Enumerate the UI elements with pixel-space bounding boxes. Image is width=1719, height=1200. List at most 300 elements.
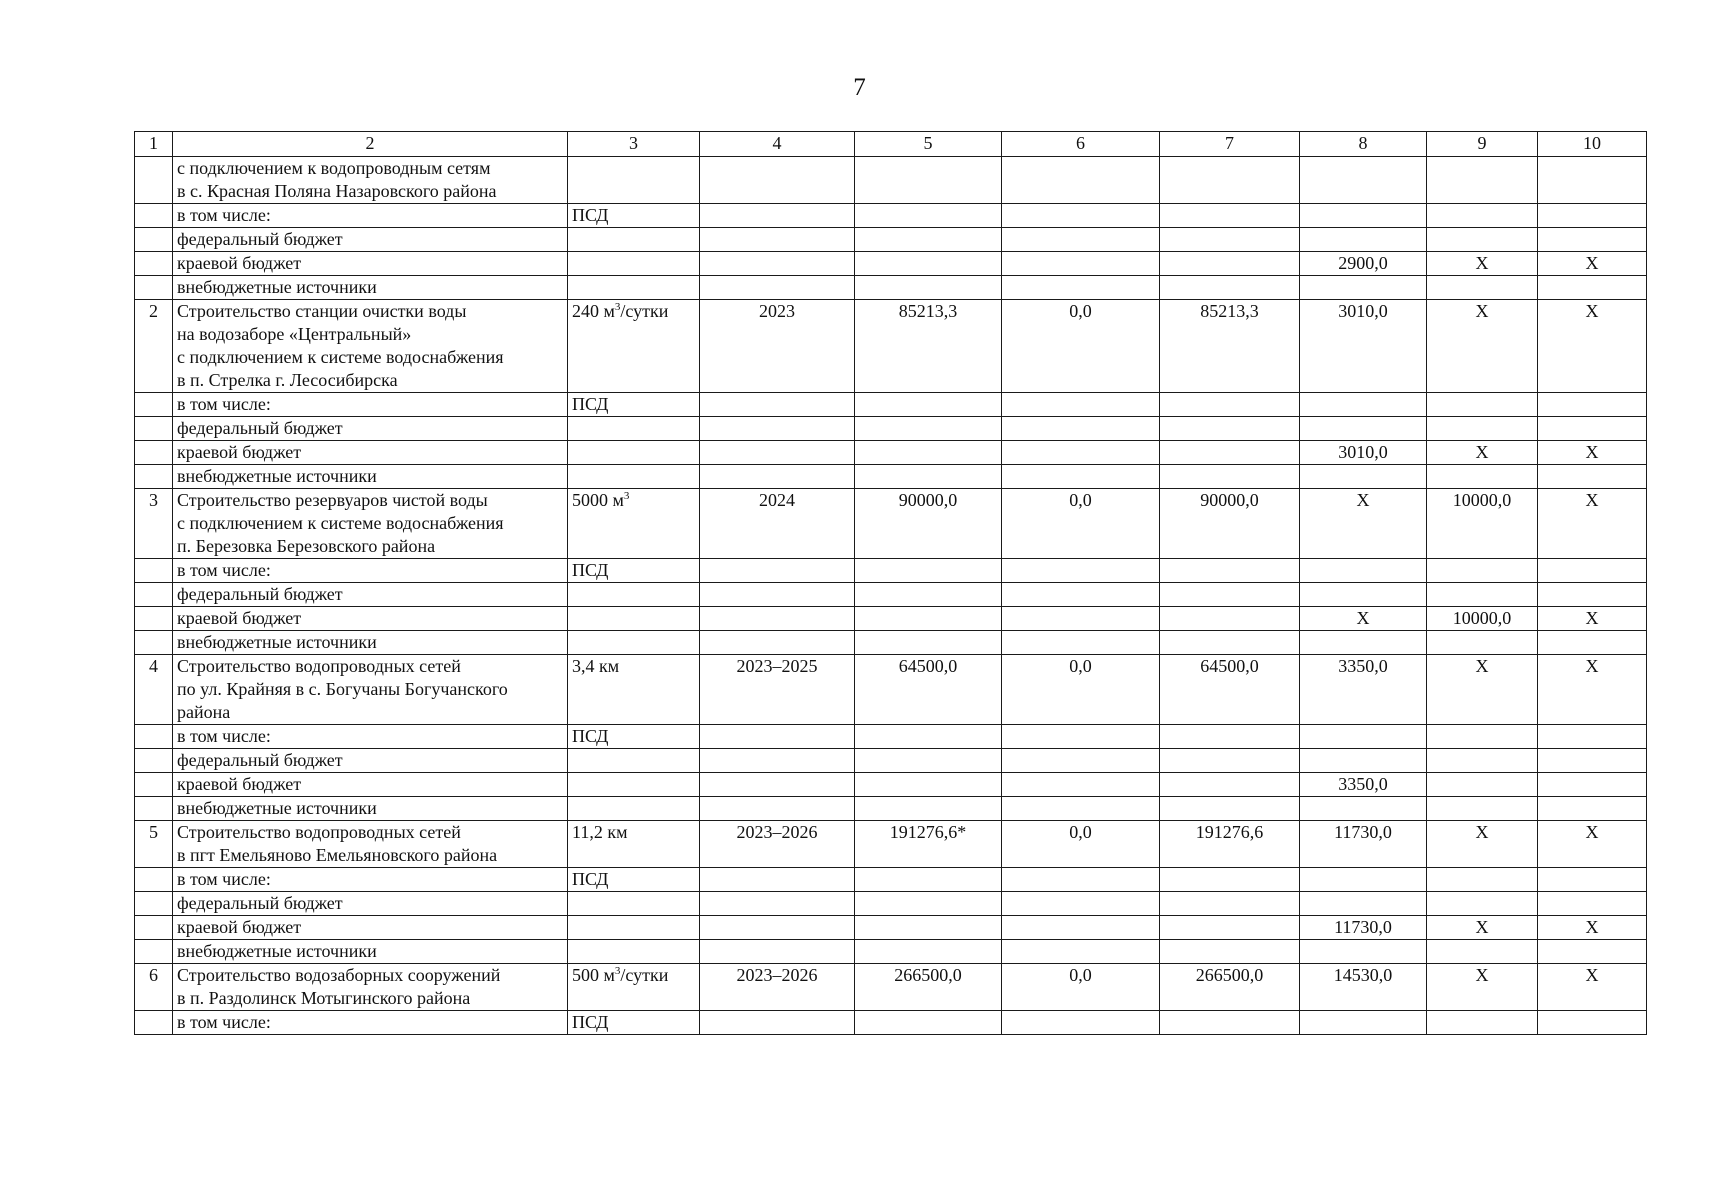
col-8-value [1300, 797, 1427, 821]
row-number [135, 276, 173, 300]
col-8-value [1300, 868, 1427, 892]
total-cost [855, 940, 1002, 964]
col-9-value [1427, 393, 1538, 417]
col-6-value [1002, 157, 1160, 204]
period [700, 417, 855, 441]
table-row [135, 797, 1647, 821]
row-number [135, 940, 173, 964]
capacity-suffix: /сутки [620, 965, 669, 985]
row-number [135, 228, 173, 252]
col-10-value [1538, 797, 1647, 821]
col-6-value: 0,0 [1002, 655, 1160, 725]
item-name: в том числе: [173, 559, 568, 583]
table-row [135, 655, 1647, 725]
table-row [135, 465, 1647, 489]
row-number [135, 607, 173, 631]
total-cost [855, 276, 1002, 300]
col-10-value [1538, 583, 1647, 607]
table-row [135, 749, 1647, 773]
col-10-value [1538, 1011, 1647, 1035]
total-cost [855, 1011, 1002, 1035]
capacity [568, 300, 700, 393]
col-8-value [1300, 583, 1427, 607]
item-name: федеральный бюджет [173, 583, 568, 607]
capacity [568, 204, 700, 228]
col-9-value [1427, 749, 1538, 773]
column-header: 9 [1427, 132, 1538, 157]
item-name: внебюджетные источники [173, 797, 568, 821]
capacity-value: 3,4 км [572, 656, 620, 676]
total-cost: 64500,0 [855, 655, 1002, 725]
col-7-value [1160, 393, 1300, 417]
capacity [568, 631, 700, 655]
period [700, 465, 855, 489]
col-7-value [1160, 228, 1300, 252]
capacity [568, 157, 700, 204]
row-number [135, 892, 173, 916]
col-6-value [1002, 749, 1160, 773]
capacity-superscript: 3 [623, 490, 630, 502]
period: 2023–2026 [700, 821, 855, 868]
table-row [135, 607, 1647, 631]
col-9-value [1427, 940, 1538, 964]
row-number: 5 [135, 821, 173, 868]
col-9-value [1427, 725, 1538, 749]
col-6-value [1002, 797, 1160, 821]
col-8-value: 2900,0 [1300, 252, 1427, 276]
item-name: внебюджетные источники [173, 940, 568, 964]
col-7-value: 85213,3 [1160, 300, 1300, 393]
col-7-value [1160, 892, 1300, 916]
total-cost [855, 797, 1002, 821]
col-10-value [1538, 465, 1647, 489]
table-row [135, 725, 1647, 749]
period [700, 940, 855, 964]
col-6-value [1002, 940, 1160, 964]
capacity [568, 252, 700, 276]
period [700, 631, 855, 655]
item-name: федеральный бюджет [173, 749, 568, 773]
item-name: в том числе: [173, 725, 568, 749]
row-number [135, 1011, 173, 1035]
col-6-value [1002, 916, 1160, 940]
col-8-value: 11730,0 [1300, 821, 1427, 868]
col-9-value: 10000,0 [1427, 489, 1538, 559]
col-6-value [1002, 465, 1160, 489]
table-row [135, 773, 1647, 797]
total-cost [855, 252, 1002, 276]
table-row [135, 393, 1647, 417]
table-row [135, 559, 1647, 583]
col-8-value: 11730,0 [1300, 916, 1427, 940]
capacity [568, 797, 700, 821]
col-8-value: 3350,0 [1300, 773, 1427, 797]
col-7-value [1160, 631, 1300, 655]
col-6-value [1002, 559, 1160, 583]
period: 2024 [700, 489, 855, 559]
col-10-value [1538, 892, 1647, 916]
table-row [135, 300, 1647, 393]
col-10-value: X [1538, 252, 1647, 276]
period [700, 228, 855, 252]
col-9-value [1427, 157, 1538, 204]
column-header: 4 [700, 132, 855, 157]
col-7-value [1160, 607, 1300, 631]
col-7-value [1160, 1011, 1300, 1035]
col-6-value [1002, 228, 1160, 252]
item-name: краевой бюджет [173, 441, 568, 465]
col-8-value: 3350,0 [1300, 655, 1427, 725]
total-cost: 191276,6* [855, 821, 1002, 868]
col-9-value [1427, 1011, 1538, 1035]
column-header: 8 [1300, 132, 1427, 157]
item-name: в том числе: [173, 204, 568, 228]
col-8-value: 3010,0 [1300, 441, 1427, 465]
col-8-value [1300, 204, 1427, 228]
capacity [568, 583, 700, 607]
col-6-value [1002, 1011, 1160, 1035]
col-8-value [1300, 157, 1427, 204]
capacity [568, 489, 700, 559]
page-number: 7 [853, 74, 866, 101]
period [700, 797, 855, 821]
total-cost [855, 465, 1002, 489]
col-8-value [1300, 465, 1427, 489]
col-8-value [1300, 1011, 1427, 1035]
row-number [135, 797, 173, 821]
item-name: Строительство водозаборных сооружений в п. Раздолинск Мотыгинского района [173, 964, 568, 1011]
capacity [568, 559, 700, 583]
col-10-value: X [1538, 655, 1647, 725]
col-7-value [1160, 916, 1300, 940]
table-row [135, 892, 1647, 916]
total-cost [855, 916, 1002, 940]
capacity [568, 773, 700, 797]
row-number [135, 465, 173, 489]
col-8-value [1300, 940, 1427, 964]
row-number [135, 417, 173, 441]
col-6-value [1002, 607, 1160, 631]
col-7-value: 90000,0 [1160, 489, 1300, 559]
period [700, 773, 855, 797]
total-cost [855, 441, 1002, 465]
col-6-value [1002, 868, 1160, 892]
capacity-superscript: 3 [614, 965, 621, 977]
capacity [568, 441, 700, 465]
col-9-value [1427, 559, 1538, 583]
col-9-value [1427, 465, 1538, 489]
period: 2023 [700, 300, 855, 393]
col-6-value [1002, 441, 1160, 465]
capacity-value: ПСД [572, 1012, 609, 1032]
col-10-value [1538, 749, 1647, 773]
col-8-value [1300, 276, 1427, 300]
capacity [568, 821, 700, 868]
col-7-value [1160, 252, 1300, 276]
capacity-value: ПСД [572, 726, 609, 746]
col-9-value [1427, 276, 1538, 300]
total-cost [855, 868, 1002, 892]
col-9-value: X [1427, 300, 1538, 393]
capacity-value: ПСД [572, 205, 609, 225]
col-10-value: X [1538, 300, 1647, 393]
row-number [135, 631, 173, 655]
col-7-value: 64500,0 [1160, 655, 1300, 725]
capacity [568, 417, 700, 441]
item-name: Строительство водопроводных сетей по ул. Крайняя в с. Богучаны Богучанского района [173, 655, 568, 725]
capacity [568, 1011, 700, 1035]
col-9-value: X [1427, 252, 1538, 276]
row-number: 3 [135, 489, 173, 559]
capacity-value: 500 м [572, 965, 615, 985]
col-6-value: 0,0 [1002, 964, 1160, 1011]
total-cost: 90000,0 [855, 489, 1002, 559]
col-9-value [1427, 892, 1538, 916]
capacity [568, 916, 700, 940]
table-row [135, 252, 1647, 276]
col-10-value [1538, 157, 1647, 204]
col-9-value: X [1427, 964, 1538, 1011]
item-name: краевой бюджет [173, 252, 568, 276]
total-cost [855, 892, 1002, 916]
period [700, 749, 855, 773]
col-7-value [1160, 276, 1300, 300]
capacity [568, 868, 700, 892]
col-10-value [1538, 868, 1647, 892]
total-cost [855, 559, 1002, 583]
col-8-value [1300, 725, 1427, 749]
table-row [135, 417, 1647, 441]
item-name: внебюджетные источники [173, 631, 568, 655]
col-7-value [1160, 559, 1300, 583]
col-8-value: X [1300, 489, 1427, 559]
col-6-value [1002, 393, 1160, 417]
col-10-value: X [1538, 489, 1647, 559]
total-cost [855, 393, 1002, 417]
table-row [135, 276, 1647, 300]
capacity [568, 276, 700, 300]
col-8-value [1300, 631, 1427, 655]
col-8-value: 3010,0 [1300, 300, 1427, 393]
table-row [135, 489, 1647, 559]
item-name: краевой бюджет [173, 773, 568, 797]
col-8-value [1300, 228, 1427, 252]
col-6-value [1002, 583, 1160, 607]
col-6-value: 0,0 [1002, 821, 1160, 868]
col-10-value [1538, 228, 1647, 252]
row-number [135, 204, 173, 228]
capacity [568, 655, 700, 725]
table-row [135, 441, 1647, 465]
period [700, 559, 855, 583]
col-7-value: 266500,0 [1160, 964, 1300, 1011]
capacity-value: ПСД [572, 869, 609, 889]
column-header: 2 [173, 132, 568, 157]
table-row [135, 1011, 1647, 1035]
col-6-value [1002, 204, 1160, 228]
table-row [135, 204, 1647, 228]
total-cost [855, 607, 1002, 631]
total-cost: 266500,0 [855, 964, 1002, 1011]
table-body [135, 157, 1647, 1035]
column-header: 7 [1160, 132, 1300, 157]
table-row [135, 583, 1647, 607]
row-number: 2 [135, 300, 173, 393]
period [700, 916, 855, 940]
col-7-value [1160, 868, 1300, 892]
period: 2023–2025 [700, 655, 855, 725]
item-name: в том числе: [173, 393, 568, 417]
row-number [135, 725, 173, 749]
row-number [135, 559, 173, 583]
capacity-value: ПСД [572, 394, 609, 414]
col-6-value [1002, 725, 1160, 749]
column-header: 1 [135, 132, 173, 157]
table-row [135, 868, 1647, 892]
period [700, 607, 855, 631]
row-number: 4 [135, 655, 173, 725]
total-cost: 85213,3 [855, 300, 1002, 393]
table-row [135, 916, 1647, 940]
col-6-value [1002, 252, 1160, 276]
col-7-value: 191276,6 [1160, 821, 1300, 868]
col-7-value [1160, 583, 1300, 607]
period [700, 725, 855, 749]
period [700, 1011, 855, 1035]
item-name: с подключением к водопроводным сетям в с. Красная Поляна Назаровского района [173, 157, 568, 204]
col-6-value: 0,0 [1002, 300, 1160, 393]
total-cost [855, 204, 1002, 228]
total-cost [855, 631, 1002, 655]
col-7-value [1160, 725, 1300, 749]
col-7-value [1160, 204, 1300, 228]
budget-table [134, 131, 1647, 1035]
col-6-value [1002, 417, 1160, 441]
col-6-value: 0,0 [1002, 489, 1160, 559]
col-9-value [1427, 417, 1538, 441]
col-10-value: X [1538, 607, 1647, 631]
col-8-value: 14530,0 [1300, 964, 1427, 1011]
table-row [135, 631, 1647, 655]
total-cost [855, 749, 1002, 773]
col-7-value [1160, 465, 1300, 489]
col-9-value: X [1427, 916, 1538, 940]
item-name: Строительство станции очистки воды на водозаборе «Центральный» с подключением к системе водоснабжения в п. Стрелка г. Лесосибирска [173, 300, 568, 393]
item-name: внебюджетные источники [173, 465, 568, 489]
col-10-value [1538, 725, 1647, 749]
col-9-value: X [1427, 821, 1538, 868]
row-number [135, 583, 173, 607]
col-10-value [1538, 559, 1647, 583]
capacity [568, 892, 700, 916]
col-7-value [1160, 749, 1300, 773]
item-name: федеральный бюджет [173, 417, 568, 441]
col-7-value [1160, 797, 1300, 821]
period [700, 204, 855, 228]
col-10-value: X [1538, 916, 1647, 940]
item-name: федеральный бюджет [173, 892, 568, 916]
column-header: 5 [855, 132, 1002, 157]
row-number [135, 868, 173, 892]
col-9-value [1427, 204, 1538, 228]
col-9-value: X [1427, 441, 1538, 465]
total-cost [855, 157, 1002, 204]
period: 2023–2026 [700, 964, 855, 1011]
item-name: внебюджетные источники [173, 276, 568, 300]
row-number [135, 157, 173, 204]
total-cost [855, 417, 1002, 441]
total-cost [855, 773, 1002, 797]
col-10-value [1538, 631, 1647, 655]
period [700, 157, 855, 204]
item-name: в том числе: [173, 1011, 568, 1035]
col-7-value [1160, 940, 1300, 964]
item-name: Строительство резервуаров чистой воды с подключением к системе водоснабжения п. Березовка Березовского района [173, 489, 568, 559]
column-header: 3 [568, 132, 700, 157]
period [700, 868, 855, 892]
capacity [568, 228, 700, 252]
row-number [135, 441, 173, 465]
col-9-value [1427, 868, 1538, 892]
capacity [568, 393, 700, 417]
capacity [568, 465, 700, 489]
capacity-value: ПСД [572, 560, 609, 580]
item-name: Строительство водопроводных сетей в пгт Емельяново Емельяновского района [173, 821, 568, 868]
row-number [135, 773, 173, 797]
col-10-value [1538, 773, 1647, 797]
col-9-value: 10000,0 [1427, 607, 1538, 631]
col-8-value [1300, 892, 1427, 916]
capacity [568, 725, 700, 749]
col-9-value: X [1427, 655, 1538, 725]
col-9-value [1427, 797, 1538, 821]
table-row [135, 157, 1647, 204]
period [700, 252, 855, 276]
column-header: 6 [1002, 132, 1160, 157]
item-name: федеральный бюджет [173, 228, 568, 252]
total-cost [855, 725, 1002, 749]
col-10-value: X [1538, 821, 1647, 868]
row-number [135, 252, 173, 276]
col-10-value: X [1538, 964, 1647, 1011]
col-8-value [1300, 559, 1427, 583]
capacity [568, 607, 700, 631]
capacity [568, 964, 700, 1011]
col-6-value [1002, 892, 1160, 916]
table-row [135, 940, 1647, 964]
capacity [568, 940, 700, 964]
col-10-value [1538, 276, 1647, 300]
total-cost [855, 228, 1002, 252]
capacity [568, 749, 700, 773]
col-6-value [1002, 773, 1160, 797]
row-number [135, 749, 173, 773]
table-header-row [135, 132, 1647, 157]
col-7-value [1160, 157, 1300, 204]
period [700, 393, 855, 417]
col-10-value [1538, 393, 1647, 417]
col-6-value [1002, 631, 1160, 655]
period [700, 583, 855, 607]
column-header: 10 [1538, 132, 1647, 157]
item-name: краевой бюджет [173, 916, 568, 940]
col-10-value [1538, 204, 1647, 228]
table-row [135, 964, 1647, 1011]
col-7-value [1160, 441, 1300, 465]
table-row [135, 821, 1647, 868]
capacity-suffix: /сутки [620, 301, 669, 321]
col-8-value: X [1300, 607, 1427, 631]
